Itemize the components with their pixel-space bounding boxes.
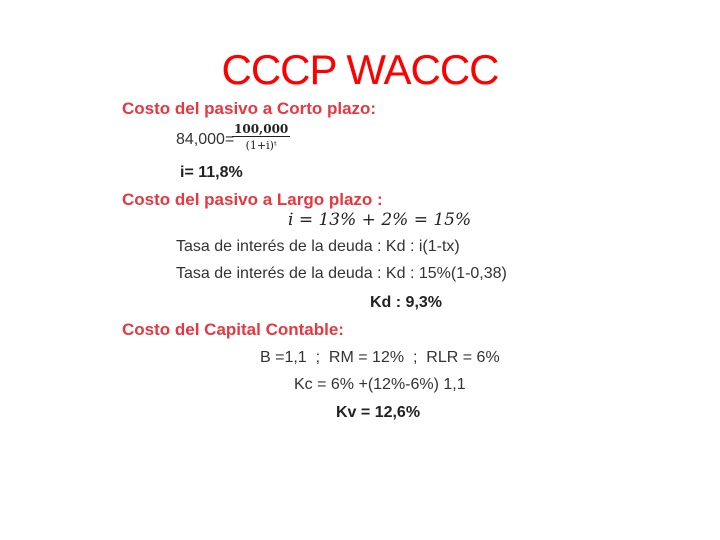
kv-result: Kv = 12,6% [336,404,421,421]
kd-result: Kd : 9,3% [370,294,443,311]
heading-long-term-liability: Costo del pasivo a Largo plazo : [122,190,383,209]
heading-equity-cost: Costo del Capital Contable: [122,320,344,339]
debt-rate-formula: Tasa de interés de la deuda : Kd : i(1-tx) [176,238,460,255]
present-value-fraction [232,122,290,152]
equation-lhs: 84,000= [176,131,235,148]
fraction-denominator: (1+i)ᵗ [245,139,277,152]
heading-short-term-liability: Costo del pasivo a Corto plazo: [122,99,377,118]
long-term-rate-equation: i = 13% + 2% = 15% [288,210,472,230]
debt-rate-values: Tasa de interés de la deuda : Kd : 15%(1-0,38) [176,265,507,282]
capm-parameters: B =1,1 ; RM = 12% ; RLR = 6% [260,349,500,366]
short-term-rate-result: i= 11,8% [180,164,243,181]
fraction-numerator: 100,000 [234,122,289,136]
slide-title: CCCP WACCC [221,46,499,93]
capm-formula: Kc = 6% +(12%-6%) 1,1 [294,376,466,393]
